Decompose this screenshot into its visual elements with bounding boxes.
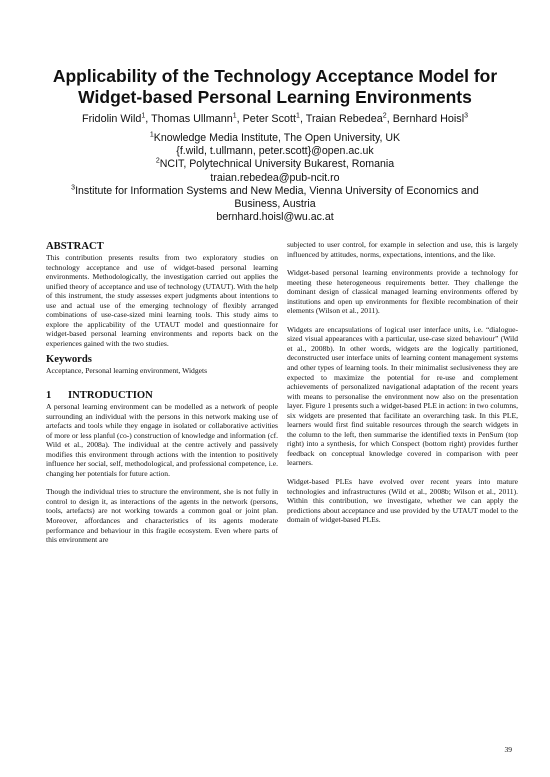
body-paragraph: Widgets are encapsulations of logical user interface units, i.e. “dialogue-sized visual appearances with a particular, use-case sized behaviour” (Wild et al., 2008b). In other words, widgets are the logically partitioned, deconstructed user interface units of learning content management systems and other types of learning tools. In their minimalist seclusiveness they are expected to maximize the potential for re-use and complement achievements of personalized navigational adaptation of the recent years with means to personalise the environment now also on the presentation layer. Figure 1 presents such a widget-based PLE in action: in two columns, six widgets are presented that facilitate an overarching task. In this PLE, learners would first find suitable resources through the search widgets in the column to the left, then summarise the identified texts in PenSum (top right) into a synthesis, for which Conspect (bottom right) provides further feedback on conceptual knowledge covered in comparison with peer learners. xyxy=(287,324,518,468)
right-column xyxy=(287,240,518,525)
author-name: Peter Scott xyxy=(242,113,297,125)
intro-paragraph: A personal learning environment can be modelled as a network of people surrounding an individual with the persons in this network making use of artefacts and tools while they engage in isolated or collaborative activities of more or less planful (co-) construction of knowledge and information (cf. Wild et al., 2008a). The individual at the centre actively and passively modifies this environment through actions with the intention to positively influence her social, self, methodological, and professional competence, i.e. changing her potentials for future action. xyxy=(46,402,278,478)
author-list: Fridolin Wild$^1$, Thomas Ullmann$^1$, Peter Scott$^1$, Traian Rebedea$^2$, Bernhard Hoisl$^3$ xyxy=(81,112,469,125)
affiliation-line: $^1$Knowledge Media Institute, The Open University, UK xyxy=(149,131,401,144)
author-affil-mark: 1 xyxy=(232,112,237,120)
affiliation-line: Business, Austria xyxy=(234,198,316,211)
intro-paragraph: Though the individual tries to structure the environment, she is not fully in control to design it, as interactions of the agents in the network (persons, tools, artefacts) are not working towards a common goal or joint plan. Moreover, affordances and characteristics of its agents moderate performance and behaviour in this fragile ecosystem. Even where parts of this environment are xyxy=(46,487,278,545)
paper-title xyxy=(40,66,510,108)
author-affil-mark: 3 xyxy=(464,112,469,120)
left-column xyxy=(46,240,278,545)
section-title: INTRODUCTION xyxy=(68,390,153,402)
title-line: Widget-based Personal Learning Environments xyxy=(78,87,472,107)
author-name: Thomas Ullmann xyxy=(151,113,233,125)
author-affil-mark: 1 xyxy=(296,112,300,120)
keywords-heading: Keywords xyxy=(46,354,92,366)
body-paragraph: Widget-based personal learning environments provide a technology for meeting these heterogeneous requirements better. They challenge the dominant design of classical managed learning environments offered by institutions and open up environments for flexible recombination of their elements (Wilson et al., 2011). xyxy=(287,268,518,316)
affiliation-line: $^2$NCIT, Polytechnical University Bukarest, Romania xyxy=(155,157,395,171)
body-paragraph: subjected to user control, for example in selection and use, this is largely influenced by attitudes, norms, expectations, intentions, and the like. xyxy=(287,240,518,259)
section-heading xyxy=(46,389,278,402)
author-name: Fridolin Wild xyxy=(81,113,142,125)
author-name: Bernhard Hoisl xyxy=(392,113,465,125)
affiliation-email: {f.wild, t.ullmann, peter.scott}@open.ac.uk xyxy=(176,145,374,158)
keywords-text: Acceptance, Personal learning environment, Widgets xyxy=(46,366,208,376)
affiliation-email: traian.rebedea@pub-ncit.ro xyxy=(210,171,340,184)
author-name: Traian Rebedea xyxy=(305,113,383,125)
affiliations xyxy=(40,132,510,224)
abstract-heading: ABSTRACT xyxy=(46,241,104,252)
affiliation-line: $^3$Institute for Information Systems and New Media, Vienna University of Economics and xyxy=(71,184,479,197)
title-line: Applicability of the Technology Acceptance Model for xyxy=(52,66,498,86)
affiliation-email: bernhard.hoisl@wu.ac.at xyxy=(216,211,334,224)
abstract-text: This contribution presents results from two exploratory studies on technology acceptance and use of widget-based personal learning environments. Methodologically, the investigation carried out applies the unified theory of acceptance and use of technology (UTAUT). With the help of this instrument, the study assesses expert judgments about intentions to use and actual use of the emerging technology of flexibly arranged combinations of use-case-sized mini learning tools. This study aims to explore the applicability of the UTAUT model and questionnaire for widget-based personal learning environments and reports back on the experiences gained with the two studies. xyxy=(46,253,278,348)
author-affil-mark: 2 xyxy=(382,112,387,120)
section-number: 1 xyxy=(46,390,52,402)
body-paragraph: Widget-based PLEs have evolved over recent years into mature technologies and infrastructures (Wild et al., 2008b; Wilson et al., 2011). Within this contribution, we investigate, whether we can apply the predictions about acceptance and use provided by the UTAUT model to the domain of widget-based PLEs. xyxy=(287,477,518,525)
author-affil-mark: 1 xyxy=(141,112,146,120)
page-number: 39 xyxy=(504,745,512,754)
